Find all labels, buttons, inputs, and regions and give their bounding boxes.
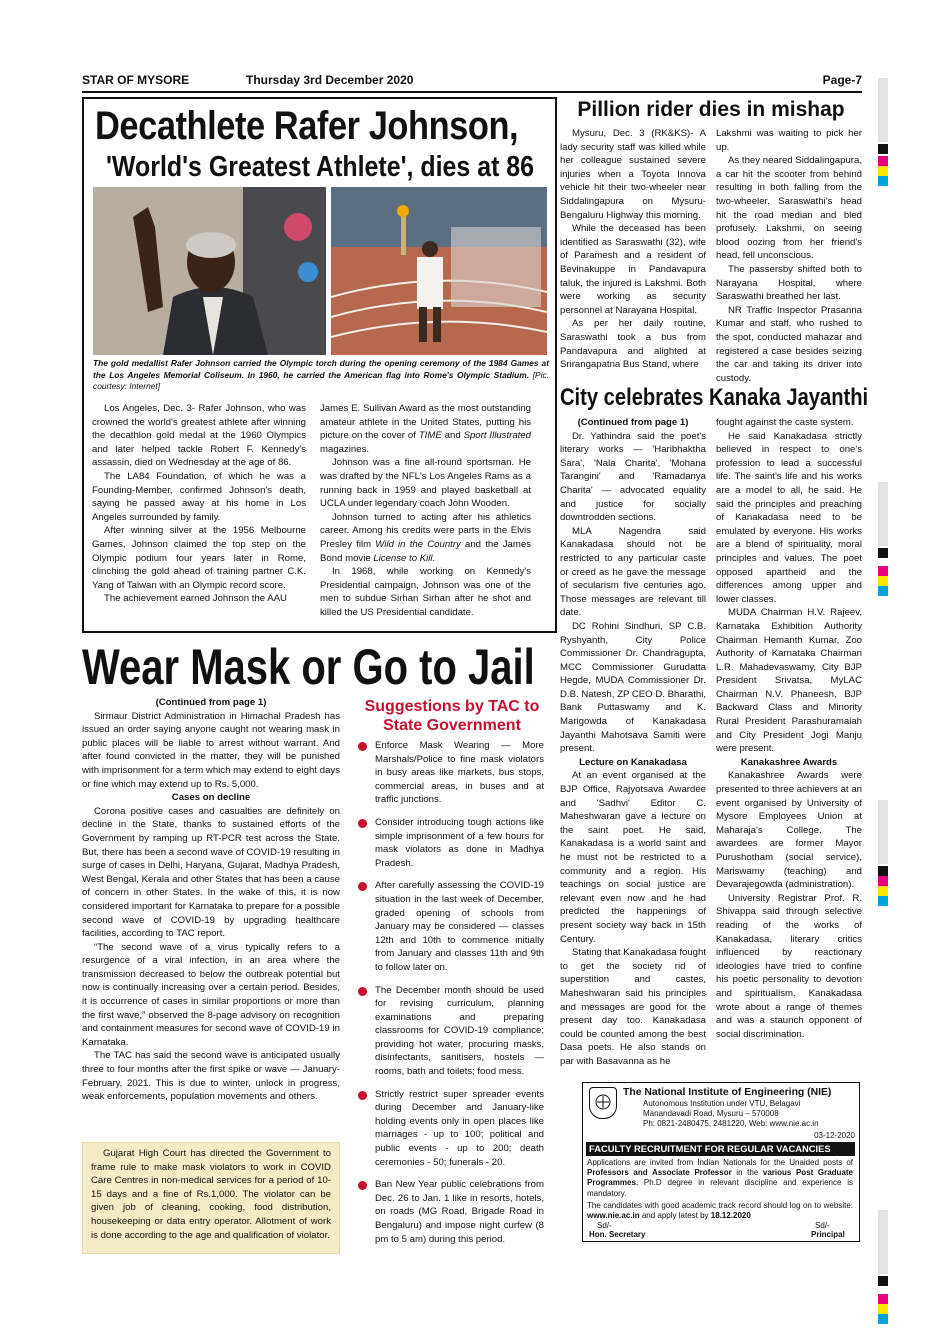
kanaka-headline: City celebrates Kanaka Jayanthi	[560, 384, 869, 411]
nie-banner: FACULTY RECRUITMENT FOR REGULAR VACANCIES	[586, 1142, 855, 1156]
mask-para: The TAC has said the second wave is anticipated usually three to four months after the first spike or wave — January-February, 2021. This is due to winter, unlock in progress, weak enforcements, population movements and others.	[82, 1050, 340, 1103]
text-run: The candidates with good academic track record should log on to website:	[587, 1201, 853, 1210]
kanaka-para: At an event organised at the BJP Office, Rajyotsava Awardee and 'Sadhvi' Editor C. Maheshwaran gave a lecture on the saint poet. He said, Kanakadasa is a world saint and he must not be restricted to a community and a region. His teachings on social justice are relevant even now and he had predicted the happenings of present society way back in 15th Century.	[560, 770, 706, 945]
rafer-headline: Decathlete Rafer Johnson,	[95, 104, 519, 148]
mask-para: Sirmaur District Administration in Himachal Pradesh has issued an order saying anyone caught not wearing mask in public places will be liable to arrest without warrant. And after found convicted in the matter, they will be punished with imprisonment for a term which may extend to eight days or fine which may extend up to Rs. 5,000.	[82, 710, 340, 790]
text-run: and apply latest by	[639, 1211, 711, 1221]
rafer-subheadline: 'World's Greatest Athlete', dies at 86	[106, 151, 535, 183]
nie-line-2: Manandavadi Road, Mysuru – 570008	[643, 1109, 779, 1118]
rafer-para: Johnson was a fine all-round sportsman. He was drafted by the NFL's Los Angeles Rams as a running back in 1959 and played basketball at UCLA under legendary coach John Wooden.	[320, 457, 531, 510]
nie-line-3: Ph: 0821-2480475, 2481220, Web: www.nie.ac.in	[643, 1119, 819, 1128]
text-run: various Post Graduate Programmes.	[587, 1168, 854, 1188]
issue-date: Thursday 3rd December 2020	[246, 73, 414, 87]
pillion-col-1	[560, 127, 706, 372]
magenta-mark	[878, 1294, 888, 1304]
red-bullet-icon	[358, 882, 367, 891]
nie-sd-2: Sd/-	[815, 1221, 830, 1230]
mask-subhead: Cases on decline	[171, 792, 251, 804]
tac-title-line-2: State Government	[383, 717, 521, 734]
kanaka-para: University Registrar Prof. R. Shivappa said through selective reading of the works of Kanakadasa, literary critics influenced by reactionary ideologies have tried to confine his poetic personality to devotion and spiritualism. Kanakadasa wrote about a range of themes and was a staunch opponent of social discrimination.	[716, 892, 862, 1040]
rafer-para: The achievement earned Johnson the AAU	[104, 593, 287, 605]
cyan-mark	[878, 1314, 888, 1324]
header-rule	[82, 91, 862, 93]
kanaka-para: DC Rohini Sindhuri, SP C.B. Ryshyanth, City Police Commissioner Dr. Chandragupta, MCC Commissioner Gurudatta Hegde, MUDA Commissioner Dr. D.B. Natesh, ZP CEO D. Bharathi, Bank Puttaswamy and K. Marigowda of Kanakadasa Jayanthi Mahotsava Samiti were present.	[560, 620, 706, 755]
rafer-col-1	[92, 402, 306, 606]
text-run: and the James Bond movie	[320, 538, 531, 564]
kanaka-para: He said Kanakadasa strictly believed in respect to one's profession to lead a successful life. The saint's life and his works are a model to all, he said. He said the principles and preaching of Kanakadasa need to be emulated by everyone. His works are a blend of spirituality, moral principles and values. The poet opposed apartheid and the differences among upper and lower classes.	[716, 430, 862, 605]
kanaka-subhead: Lecture on Kanakadasa	[579, 756, 687, 768]
rafer-para: Los Angeles, Dec. 3- Rafer Johnson, who was crowned the world's greatest athlete after winning the decathlon gold medal at the 1960 Olympics and later helped tackle Robert F. Kennedy's assassin, died on Wednesday at the age of 86.	[92, 403, 306, 469]
suggestion-text: Ban New Year public celebrations from Dec. 26 to Jan. 1 like in resorts, hotels, on roads (MG Road, Brigade Road in Bengaluru) and impose night curfew (8 pm to 5 am) during this period.	[375, 1179, 544, 1245]
gray-bar	[878, 482, 888, 546]
black-mark	[878, 548, 888, 558]
caption-credit: [Pic. courtesy: Internet]	[93, 369, 550, 392]
cyan-mark	[878, 176, 888, 186]
rafer-para: In 1968, while working on Kennedy's Presidential campaign, Johnson was one of the men to subdue Sirhan Sirhan after he shot and killed the US Presidential candidate.	[320, 566, 531, 618]
rafer-para	[320, 402, 531, 456]
nie-body-1	[587, 1158, 853, 1199]
suggestion-text: The December month should be used for revising curriculum, planning examinations and preparing classrooms for COVID-19 compliance; providing hot water, procuring masks, disinfectants, sanitisers, hostels — rooms, bath and toilets; food mess.	[375, 984, 544, 1078]
text-run: Johnson turned to acting after his athletics career. Among his credits were parts in the Elvis Presley film	[320, 511, 531, 550]
kanaka-col-2	[716, 416, 862, 1041]
text-run: James E. Sullivan Award as the most outstanding amateur athlete in the United States, putting his picture on the cover of	[320, 403, 531, 442]
text-run: .	[432, 552, 436, 564]
nie-sd-1: Sd/-	[597, 1221, 612, 1230]
pillion-para: The passersby shifted both to Narayana Hospital, where Saraswathi breathed her last.	[716, 263, 862, 303]
kanaka-subhead: Kanakashree Awards	[740, 756, 838, 768]
nie-ad	[582, 1082, 860, 1242]
kanaka-para: MUDA Chairman H.V. Rajeev, Karnataka Exhibition Authority Chairman Hemanth Kumar, Zoo Authority of Karnataka Chairman L.R. Mahadevaswamy, City BJP President Srivatsa, MyLAC Chairman N.V. Phaneesh, BJP Backward Class and Minority Rural President Parashuramaiah and City President Jogi Manju were present.	[716, 607, 862, 755]
suggestion-item	[358, 1178, 544, 1246]
nie-logo	[589, 1087, 617, 1119]
page-header	[82, 73, 862, 91]
black-mark	[878, 866, 888, 876]
pillion-para: As they neared Siddalingapura, a car hit the scooter from behind resulting in both falling from the two-wheeler. Saraswathi's head hit the road median and bled profusely. Lakshmi, on seeing blood oozing from her friend's head, fell unconscious.	[716, 155, 862, 262]
gray-bar	[878, 800, 888, 864]
kanaka-para: Stating that Kanakadasa fought to get the society rid of superstition and castes, Maheshwaran said his principles and messages are good for the present day too. Kanakadasa could be counted among the best Dasa poets. He also stands on par with Basavanna as he	[560, 947, 706, 1067]
cyan-mark	[878, 586, 888, 596]
suggestion-item	[358, 984, 544, 1079]
nie-line-1: Autonomous Institution under VTU, Belagavi	[643, 1099, 801, 1108]
gujarat-hc-text: Gujarat High Court has directed the Government to frame rule to make mask violators to work in COVID Care Centres in non-medical services for a period of 10-15 days and a fine of Rs.1,000. The violator can be given job of cleaning, cooking, food distribution, housekeeping or data entry operator. Allotment of work is done according to the age and qualification of violator.	[91, 1148, 331, 1241]
black-mark	[878, 144, 888, 154]
suggestion-text: Enforce Mask Wearing — More Marshals/Police to fine mask violators in busy areas like markets, bus stops, commercial areas, in buses and at traffic junctions.	[375, 740, 544, 806]
magenta-mark	[878, 156, 888, 166]
mask-para: “The second wave of a virus typically refers to a resurgence of a viral infection, in an area where the transmission decreased to below the outbreak potential but now is continually increasing over a certain period. Besides, it is occurrence of cases in similar proportions or more than the first wave,” observed the 8-page advisory on recognition and containment measures for second wave of COVID-19 in Karnataka.	[82, 941, 340, 1048]
pillion-para: While the deceased has been identified as Saraswathi (32), wife of Paramesh and a resident of Bevinakuppe in Pandavapura taluk, the injured is Lakshmi. Both were working as security personnel at Narayana Hospital.	[560, 223, 706, 316]
tac-suggestions-list	[358, 739, 544, 1255]
kanaka-col-1	[560, 416, 706, 1069]
magenta-mark	[878, 566, 888, 576]
yellow-mark	[878, 886, 888, 896]
magenta-mark	[878, 876, 888, 886]
suggestion-item	[358, 1088, 544, 1170]
kanaka-para: fought against the caste system.	[716, 417, 854, 428]
pillion-para: Lakshmi was waiting to pick her up.	[716, 128, 862, 153]
nie-website-link[interactable]: www.nie.ac.in	[587, 1211, 640, 1221]
suggestion-item	[358, 879, 544, 974]
page-number: Page-7	[822, 73, 862, 87]
text-run: License to Kill	[373, 552, 433, 564]
yellow-mark	[878, 166, 888, 176]
suggestion-text: Consider introducing tough actions like simple imprisonment of a few hours for mask violators as done in Madhya Pradesh.	[375, 816, 544, 869]
text-run: Sport Illustrated	[463, 430, 531, 442]
text-run: Wild in the Country	[375, 538, 461, 550]
black-mark	[878, 1276, 888, 1286]
nie-signatory-2: Principal	[811, 1230, 845, 1239]
text-run: in the	[731, 1168, 763, 1178]
gray-bar	[878, 1210, 888, 1274]
continued-note: (Continued from page 1)	[577, 417, 689, 428]
rafer-torch-photo	[331, 187, 547, 355]
kanaka-para: MLA Nagendra said Kanakadasa should not be restricted to any particular caste or creed as he gave the message of secularism five centuries ago. Those messages are relevant till date.	[560, 525, 706, 619]
text-run: Applications are invited from Indian Nationals for the Unaided posts of	[587, 1158, 853, 1167]
red-bullet-icon	[358, 819, 367, 828]
pillion-para: As per her daily routine, Saraswathi took a bus from Pandavapura and alighted at Srirangapatna Bus Stand, where	[560, 318, 706, 371]
kanaka-para: Kanakashree Awards were presented to three achievers at an event organised by University of Mysore Employees Union at Maharaja's College. The awardees are former Mayor Purushotham (social service), Mariswamy (teaching) and Devarajegowda (administration).	[716, 770, 862, 891]
gujarat-hc-box	[82, 1142, 340, 1254]
text-run: TIME	[418, 430, 442, 442]
suggestion-item	[358, 816, 544, 870]
pillion-col-2	[716, 127, 862, 385]
rafer-photo-caption	[93, 358, 549, 393]
red-bullet-icon	[358, 742, 367, 751]
suggestion-item	[358, 739, 544, 807]
paper-name: STAR OF MYSORE	[82, 73, 190, 87]
text-run: and	[441, 430, 464, 442]
red-bullet-icon	[358, 987, 367, 996]
text-run: magazines.	[320, 443, 370, 455]
print-color-bars	[878, 0, 890, 1337]
gray-bar	[878, 78, 888, 142]
text-run: Professors and Associate Professor	[587, 1168, 732, 1178]
text-run: 18.12.2020	[710, 1211, 751, 1221]
pillion-headline: Pillion rider dies in mishap	[577, 98, 845, 121]
mask-col-1	[82, 696, 340, 1104]
caption-text: The gold medallist Rafer Johnson carried the Olympic torch during the opening ceremony of the 1984 Games at the Los Angeles Memorial Coliseum. In 1960, he carried the American flag into Rome's Olympic Stadium.	[93, 358, 549, 380]
mask-para: Corona positive cases and casualties are definitely on decline in the State, thanks to sustained efforts of the Government by ramping up RT-PCR test across the State. But, there has been a second wave of COVID-19 resulting in surge of cases in Delhi, Haryana, Gujarat, Madhya Pradesh, West Bengal, Kerala and other States that has been a cause of concern in other States. In the wake of this, it is now considered important for Karnataka to prepare for a possible second wave of COVID-19 by upgrading healthcare facilities, according to TAC report.	[82, 805, 340, 940]
continued-note: (Continued from page 1)	[155, 697, 267, 708]
mask-headline: Wear Mask or Go to Jail	[82, 639, 535, 695]
yellow-mark	[878, 576, 888, 586]
nie-signatory-1: Hon. Secretary	[589, 1230, 646, 1239]
rafer-para: The LA84 Foundation, of which he was a Founding-Member, confirmed Johnson's death, saying he passed away at his home in Los Angeles surrounded by family.	[92, 470, 306, 523]
nie-body-2	[587, 1201, 853, 1221]
suggestion-text: After carefully assessing the COVID-19 situation in the last week of December, graded opening of schools from January may be considered — classes 12th and 10th to commence initially from January and classes 11th and 9th to follow later on.	[375, 880, 544, 973]
red-bullet-icon	[358, 1091, 367, 1100]
tac-title-line-1: Suggestions by TAC to	[364, 698, 540, 715]
pillion-para: NR Traffic Inspector Prasanna Kumar and staff, who rushed to the spot, conducted mahazar and registered a case besides seizing the car and taking its driver into custody.	[716, 304, 862, 384]
text-run: Ph.D degree in relevant discipline and experience is mandatory.	[587, 1178, 853, 1198]
rafer-portrait-photo	[93, 187, 326, 355]
rafer-col-2	[320, 402, 531, 620]
tac-title	[352, 697, 552, 735]
pillion-para: Mysuru, Dec. 3 (RK&KS)- A lady security staff was killed while her colleague sustained severe injuries when a Toyota Innova vehicle hit their two-wheeler near Siddalingapura on Mysuru-Bengaluru Highway this morning.	[560, 128, 706, 221]
rafer-para	[320, 511, 531, 565]
yellow-mark	[878, 1304, 888, 1314]
suggestion-text: Strictly restrict super spreader events during December and January-like holding events only in open places like marriages - up to 100; political and public events - up to 200; death ceremonies - 50; funerals - 20.	[375, 1088, 544, 1168]
nie-org-name: The National Institute of Engineering (NIE)	[623, 1087, 832, 1098]
kanaka-para: Dr. Yathindra said the poet's literary works — 'Haribhaktha Sara', 'Nala Charita', 'Mohana Tarangini' and 'Ramadanya Charita' — advocated equality and justice for socially downtrodden sections.	[560, 430, 706, 524]
nie-ad-date: 03-12-2020	[814, 1131, 855, 1140]
cyan-mark	[878, 896, 888, 906]
rafer-para: After winning silver at the 1956 Melbourne Games, Johnson claimed the top step on the Olympic podium four years later in Rome, clinching the gold ahead of training partner C.K. Yang of Taiwan with an Olympic record score.	[92, 525, 306, 591]
red-bullet-icon	[358, 1181, 367, 1190]
